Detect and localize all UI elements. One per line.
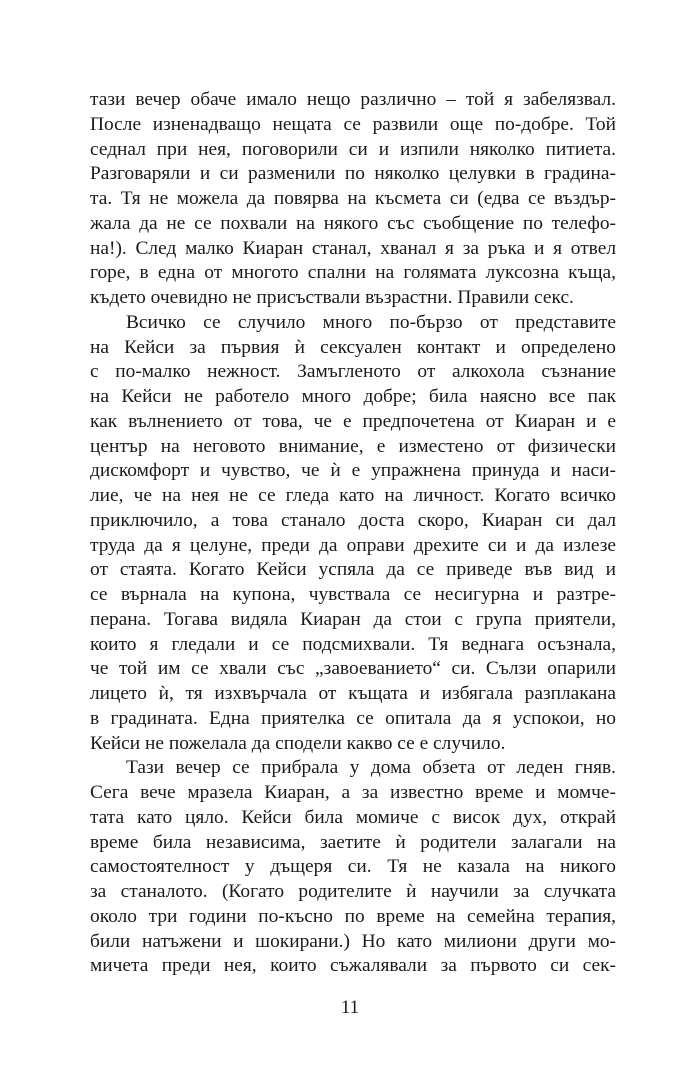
text-line: от стаята. Когато Кейси успяла да се приведе във вид и [90, 559, 616, 581]
text-line: жала да не се похвали на някого със съобщение по телефо- [90, 212, 616, 234]
text-line: на Кейси за първия ѝ сексуален контакт и определено [90, 336, 616, 358]
text-line: които я гледали и се подсмихвали. Тя веднага осъзнала, [90, 633, 616, 655]
text-line: Всичко се случило много по-бързо от представите [126, 311, 616, 333]
text-line: в градината. Една приятелка се опитала да я успокои, но [90, 707, 616, 729]
text-line: лие, че на нея не се гледа като на личност. Когато всичко [90, 485, 616, 506]
text-line: център на неговото внимание, е изместено от физически [90, 435, 616, 457]
text-line: дискомфорт и чувство, че ѝ е упражнена принуда и наси- [90, 460, 616, 482]
text-line: горе, в една от многото спални на голямата луксозна къща, [90, 262, 616, 284]
text-line: самостоятелност у дъщеря си. Тя не казала на никого [90, 856, 616, 878]
text-line: време била независима, заетите ѝ родители залагали на [90, 831, 616, 853]
text-line: за станалото. (Когато родителите ѝ научили за случката [90, 881, 616, 902]
text-line: Тази вечер се прибрала у дома обзета от леден гняв. [126, 757, 616, 779]
text-line: перана. Тогава видяла Киаран да стои с група приятели, [90, 608, 616, 630]
text-line: били натъжени и шокирани.) Но като милиони други мо- [90, 930, 616, 952]
text-line: приключило, а това станало доста скоро, Киаран си дал [90, 509, 616, 531]
text-line: тата като цяло. Кейси била момиче с висок дух, открай [90, 806, 616, 828]
text-line: с по-малко нежност. Замъгленото от алкохола съзнание [90, 361, 616, 383]
text-line: Разговаряли и си разменили по няколко целувки в градина- [90, 163, 616, 185]
text-line: се върнала на купона, чувствала се несигурна и разтре- [90, 584, 616, 605]
text-line: седнал при нея, поговорили си и изпили няколко питиета. [90, 138, 616, 160]
text-line: Кейси не пожелала да сподели какво се е случило. [90, 732, 506, 754]
text-line: лицето ѝ, тя изхвърчала от къщата и избягала разплакана [90, 683, 616, 704]
text-line: че той им се хвали със „завоеванието“ си. Сълзи опарили [90, 658, 616, 680]
text-line: на!). След малко Киаран станал, хванал я за ръка и я отвел [90, 237, 616, 259]
text-line: труда да я целуне, преди да оправи дрехите си и да излезе [90, 534, 616, 556]
page-number: 11 [340, 997, 360, 1018]
text-line: мичета преди нея, които съжалявали за първото си сек- [90, 955, 616, 977]
text-line: как вълнението от това, че е предпочетена от Киаран и е [90, 410, 616, 432]
text-line: та. Тя не можела да повярва на късмета си (едва се въздър- [90, 188, 616, 209]
body-text [90, 88, 616, 979]
text-line: където очевидно не присъствали възрастни. Правили секс. [90, 287, 574, 308]
text-line: около три години по-късно по време на семейна терапия, [90, 905, 616, 927]
text-line: на Кейси не работело много добре; била наясно все пак [90, 386, 616, 407]
text-line: После изненадващо нещата се развили още по-добре. Той [90, 113, 616, 135]
text-line: тази вечер обаче имало нещо различно – той я забелязвал. [90, 89, 616, 110]
text-line: Сега вече мразела Киаран, а за известно време и момче- [90, 782, 616, 803]
